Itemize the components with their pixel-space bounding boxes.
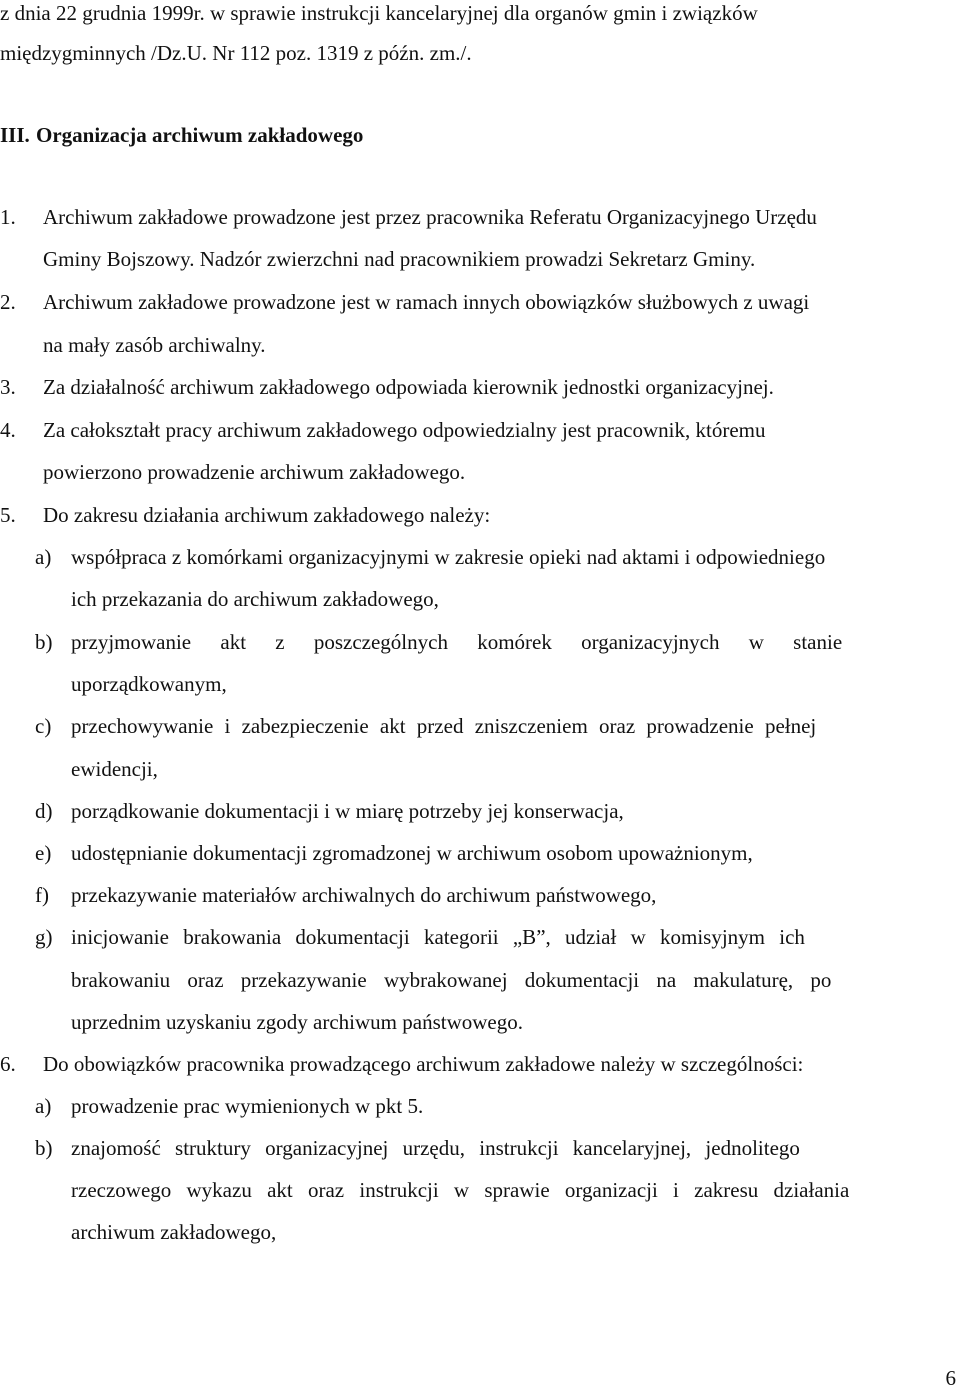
section-title: Organizacja archiwum zakładowego xyxy=(36,123,364,147)
item-6a-letter: a) xyxy=(35,1094,52,1118)
page-number: 6 xyxy=(945,1366,956,1390)
section-heading xyxy=(0,122,363,148)
item-5f-line-1: przekazywanie materiałów archiwalnych do archiwum państwowego, xyxy=(71,883,657,907)
item-5c-letter: c) xyxy=(35,714,52,738)
item-3-number: 3. xyxy=(0,375,16,399)
item-5d-letter: d) xyxy=(35,799,53,823)
item-6b-line-1: znajomość struktury organizacyjnej urzędu, instrukcji kancelaryjnej, jednolitego xyxy=(71,1136,800,1160)
item-5e-line-1: udostępnianie dokumentacji zgromadzonej w archiwum osobom upoważnionym, xyxy=(71,841,753,865)
item-6b-letter: b) xyxy=(35,1136,53,1160)
item-3-line-1: Za działalność archiwum zakładowego odpowiada kierownik jednostki organizacyjnej. xyxy=(43,375,774,399)
section-number: III. xyxy=(0,123,30,147)
item-4-number: 4. xyxy=(0,418,16,442)
item-5g-line-1: inicjowanie brakowania dokumentacji kategorii „B”, udział w komisyjnym ich xyxy=(71,925,805,949)
item-5-line-1: Do zakresu działania archiwum zakładowego należy: xyxy=(43,503,491,527)
item-5a-letter: a) xyxy=(35,545,52,569)
item-4-line-1 xyxy=(43,417,955,443)
item-5b-line-2: uporządkowanym, xyxy=(71,672,227,696)
item-6a-line-1: prowadzenie prac wymienionych w pkt 5. xyxy=(71,1094,424,1118)
item-1-line-2: Gminy Bojszowy. Nadzór zwierzchni nad pracownikiem prowadzi Sekretarz Gminy. xyxy=(43,247,756,271)
item-5g-line-3: uprzednim uzyskaniu zgody archiwum państwowego. xyxy=(71,1010,523,1034)
item-5f-letter: f) xyxy=(35,883,49,907)
item-5b-line-1: przyjmowanie akt z poszczególnych komórek organizacyjnych w stanie xyxy=(71,630,843,654)
intro-line-1: z dnia 22 grudnia 1999r. w sprawie instrukcji kancelaryjnej dla organów gmin i związków xyxy=(0,1,758,25)
item-5g-line-2: brakowaniu oraz przekazywanie wybrakowanej dokumentacji na makulaturę, po xyxy=(71,968,832,992)
item-4-line-2: powierzono prowadzenie archiwum zakładowego. xyxy=(43,460,466,484)
item-5c-line-2: ewidencji, xyxy=(71,757,158,781)
item-4-line-1-text: Za całokształt pracy archiwum zakładowego odpowiedzialny jest pracownik, któremu xyxy=(43,418,766,442)
item-5c-line-1: przechowywanie i zabezpieczenie akt przed zniszczeniem oraz prowadzenie pełnej xyxy=(71,714,817,738)
item-2-number: 2. xyxy=(0,290,16,314)
item-2-line-2: na mały zasób archiwalny. xyxy=(43,333,266,357)
item-6-line-1: Do obowiązków pracownika prowadzącego archiwum zakładowe należy w szczególności: xyxy=(43,1052,804,1076)
item-5e-letter: e) xyxy=(35,841,52,865)
item-6b-line-2: rzeczowego wykazu akt oraz instrukcji w sprawie organizacji i zakresu działania xyxy=(71,1178,850,1202)
item-6b-line-3: archiwum zakładowego, xyxy=(71,1220,277,1244)
item-5a-line-2: ich przekazania do archiwum zakładowego, xyxy=(71,587,439,611)
item-5d-line-1: porządkowanie dokumentacji i w miarę potrzeby jej konserwacja, xyxy=(71,799,624,823)
intro-line-2: międzygminnych /Dz.U. Nr 112 poz. 1319 z późn. zm./. xyxy=(0,41,472,65)
item-1-number: 1. xyxy=(0,205,16,229)
item-2-line-1: Archiwum zakładowe prowadzone jest w ramach innych obowiązków służbowych z uwagi xyxy=(43,290,810,314)
item-6-number: 6. xyxy=(0,1052,16,1076)
item-5a-line-1: współpraca z komórkami organizacyjnymi w zakresie opieki nad aktami i odpowiedniego xyxy=(71,545,826,569)
item-5g-letter: g) xyxy=(35,925,53,949)
item-5-number: 5. xyxy=(0,503,16,527)
item-1-line-1: Archiwum zakładowe prowadzone jest przez pracownika Referatu Organizacyjnego Urzędu xyxy=(43,205,817,229)
item-5b-letter: b) xyxy=(35,630,53,654)
